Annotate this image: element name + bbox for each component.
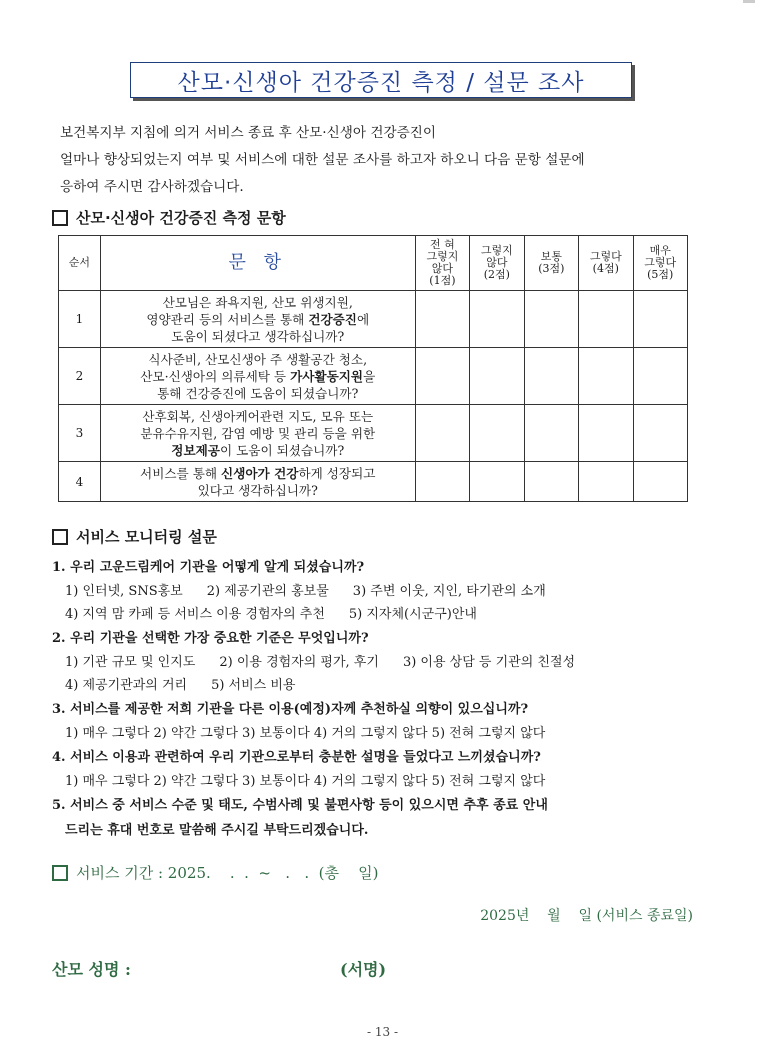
question-5: 5. 서비스 중 서비스 수준 및 태도, 수범사례 및 불편사항 등이 있으시면 추후 종료 안내 — [52, 798, 548, 813]
answer-option[interactable]: 4) 지역 맘 카페 등 서비스 이용 경험자의 추천 — [65, 607, 325, 622]
service-end-date[interactable]: 2025년 월 일 (서비스 종료일) — [480, 908, 693, 924]
question-2: 2. 우리 기관을 선택한 가장 중요한 기준은 무엇입니까? — [52, 631, 369, 646]
title-box — [130, 62, 632, 98]
question-text: 서비스를 통해 — [140, 465, 222, 481]
question-emphasis: 가사활동지원 — [290, 368, 364, 384]
answer-option[interactable]: 1) 매우 그렇다 2) 약간 그렇다 3) 보통이다 4) 거의 그렇지 않다 5) 전혀 그렇지 않다 — [65, 774, 546, 789]
header-text: 않다 — [486, 256, 508, 269]
col-header-score4 — [579, 236, 633, 291]
score-cell-3[interactable] — [524, 348, 578, 405]
score-cell-5[interactable] — [633, 348, 688, 405]
checkbox-square-icon — [52, 529, 68, 545]
question-line: 있다고 생각하십니까? — [197, 482, 318, 498]
question-text: 이 도움이 되셨습니까? — [219, 442, 345, 458]
row-question — [100, 405, 415, 462]
table-header-row — [59, 236, 688, 291]
signature-field[interactable]: (서명) — [340, 960, 387, 979]
row-question — [100, 291, 415, 348]
table-row — [59, 291, 688, 348]
question-1: 1. 우리 고운드림케어 기관을 어떻게 알게 되셨습니까? — [52, 560, 365, 575]
intro-line: 응하여 주시면 감사하겠습니다. — [60, 179, 244, 195]
answer-options — [52, 603, 732, 626]
answer-option[interactable]: 3) 이용 상담 등 기관의 친절성 — [402, 655, 576, 670]
col-header-score5 — [633, 236, 688, 291]
service-period — [52, 862, 378, 883]
answer-option[interactable]: 3) 주변 이웃, 지인, 타기관의 소개 — [352, 584, 546, 599]
answer-options — [52, 770, 732, 793]
question-3: 3. 서비스를 제공한 저희 기관을 다른 이용(예정)자께 추천하실 의향이 있으십니까? — [52, 702, 529, 717]
question-text: 에 — [356, 311, 370, 327]
table-row — [59, 462, 688, 502]
header-text: 보통 — [540, 250, 562, 263]
page-number: - 13 - — [366, 1025, 398, 1039]
question-line — [105, 311, 411, 328]
header-text: 그렇다 — [644, 256, 677, 269]
question-emphasis: 정보제공 — [171, 442, 220, 458]
question-line: 통해 건강증진에 도움이 되셨습니까? — [157, 385, 359, 401]
score-cell-1[interactable] — [415, 291, 469, 348]
row-number: 4 — [59, 462, 101, 502]
answer-option[interactable]: 1) 기관 규모 및 인지도 — [65, 655, 196, 670]
answer-option[interactable]: 1) 인터넷, SNS홍보 — [65, 584, 183, 599]
score-cell-4[interactable] — [579, 291, 633, 348]
scan-edge-mark — [743, 0, 755, 3]
monitoring-questions — [52, 555, 732, 843]
question-4: 4. 서비스 이용과 관련하여 우리 기관으로부터 충분한 설명을 들었다고 느끼셨습니까? — [52, 750, 541, 765]
answer-options — [52, 651, 732, 674]
col-header-score3 — [524, 236, 578, 291]
question-line: 분유수유지원, 감염 예방 및 관리 등을 위한 — [140, 425, 376, 441]
answer-option[interactable]: 1) 매우 그렇다 2) 약간 그렇다 3) 보통이다 4) 거의 그렇지 않다 5) 전혀 그렇지 않다 — [65, 726, 546, 741]
question-line — [105, 465, 411, 482]
question-line — [105, 368, 411, 385]
question-text: 하게 성장되고 — [298, 465, 376, 481]
intro-line: 보건복지부 지침에 의거 서비스 종료 후 산모·신생아 건강증진이 — [60, 125, 436, 141]
question-line: 식사준비, 산모신생아 주 생활공간 청소, — [148, 351, 368, 367]
section-heading-label: 서비스 모니터링 설문 — [76, 528, 217, 546]
header-text: 않다 — [431, 262, 454, 275]
header-text: (2점) — [483, 268, 510, 281]
checkbox-square-icon — [52, 865, 68, 881]
col-header-item: 문 항 — [100, 236, 415, 291]
score-cell-5[interactable] — [633, 405, 688, 462]
checkbox-square-icon — [52, 210, 68, 226]
score-cell-3[interactable] — [524, 462, 578, 502]
answer-option[interactable]: 5) 지자체(시군구)안내 — [348, 607, 477, 622]
score-cell-5[interactable] — [633, 291, 688, 348]
score-cell-4[interactable] — [579, 348, 633, 405]
question-emphasis: 신생아가 건강 — [221, 465, 299, 481]
intro-line: 얼마나 향상되었는지 여부 및 서비스에 대한 설문 조사를 하고자 하오니 다음 문항 설문에 — [60, 152, 585, 168]
score-cell-1[interactable] — [415, 348, 469, 405]
header-text: (5점) — [647, 268, 674, 281]
header-text: (4점) — [592, 262, 619, 275]
header-text: 그렇다 — [589, 250, 622, 263]
answer-option[interactable]: 4) 제공기관과의 거리 — [65, 678, 188, 693]
service-period-text[interactable]: 서비스 기간 : 2025. . . ~ . . (총 일) — [76, 864, 379, 882]
table-row — [59, 348, 688, 405]
section-heading-monitoring — [52, 526, 217, 547]
mother-name-label: 산모 성명 : — [52, 960, 131, 979]
col-header-score1 — [415, 236, 469, 291]
score-cell-2[interactable] — [470, 291, 524, 348]
question-text: 영양관리 등의 서비스를 통해 — [146, 311, 309, 327]
row-question — [100, 462, 415, 502]
question-text: 산모·신생아의 의류세탁 등 — [140, 368, 291, 384]
score-cell-4[interactable] — [579, 405, 633, 462]
col-header-num: 순서 — [59, 236, 101, 291]
header-text: 매우 — [649, 244, 671, 257]
answer-option[interactable]: 2) 이용 경험자의 평가, 후기 — [219, 655, 379, 670]
intro-paragraph — [60, 120, 710, 201]
score-cell-5[interactable] — [633, 462, 688, 502]
question-line: 산모님은 좌욕지원, 산모 위생지원, — [162, 294, 353, 310]
question-line: 도움이 되셨다고 생각하십니까? — [171, 328, 345, 344]
answer-option[interactable]: 5) 서비스 비용 — [211, 678, 296, 693]
score-cell-1[interactable] — [415, 462, 469, 502]
score-cell-2[interactable] — [470, 405, 524, 462]
header-text: (1점) — [429, 274, 456, 287]
header-text: 그렇지 — [480, 244, 513, 257]
header-text: (3점) — [538, 262, 565, 275]
table-row — [59, 405, 688, 462]
row-number: 1 — [59, 291, 101, 348]
answer-option[interactable]: 2) 제공기관의 홍보물 — [206, 584, 329, 599]
score-cell-3[interactable] — [524, 405, 578, 462]
row-number: 3 — [59, 405, 101, 462]
score-cell-3[interactable] — [524, 291, 578, 348]
signature-line — [52, 957, 387, 980]
section-heading-label: 산모·신생아 건강증진 측정 문항 — [76, 209, 286, 227]
col-header-score2 — [470, 236, 524, 291]
row-question — [100, 348, 415, 405]
answer-options — [52, 674, 732, 697]
question-line — [105, 442, 411, 459]
answer-options — [52, 722, 732, 745]
header-text: 그렇지 — [426, 250, 459, 263]
question-emphasis: 건강증진 — [308, 311, 357, 327]
answer-options — [52, 580, 732, 603]
section-heading-measure — [52, 207, 286, 228]
score-cell-2[interactable] — [470, 462, 524, 502]
question-text: 을 — [363, 368, 376, 384]
page-title: 산모·신생아 건강증진 측정 / 설문 조사 — [177, 69, 585, 96]
score-cell-2[interactable] — [470, 348, 524, 405]
score-cell-1[interactable] — [415, 405, 469, 462]
header-text: 전 혀 — [430, 238, 455, 251]
question-5-continued: 드리는 휴대 번호로 말씀해 주시길 부탁드리겠습니다. — [65, 823, 369, 838]
score-cell-4[interactable] — [579, 462, 633, 502]
row-number: 2 — [59, 348, 101, 405]
measure-table — [58, 235, 688, 502]
question-line: 산후회복, 신생아케어관련 지도, 모유 또는 — [142, 408, 374, 424]
